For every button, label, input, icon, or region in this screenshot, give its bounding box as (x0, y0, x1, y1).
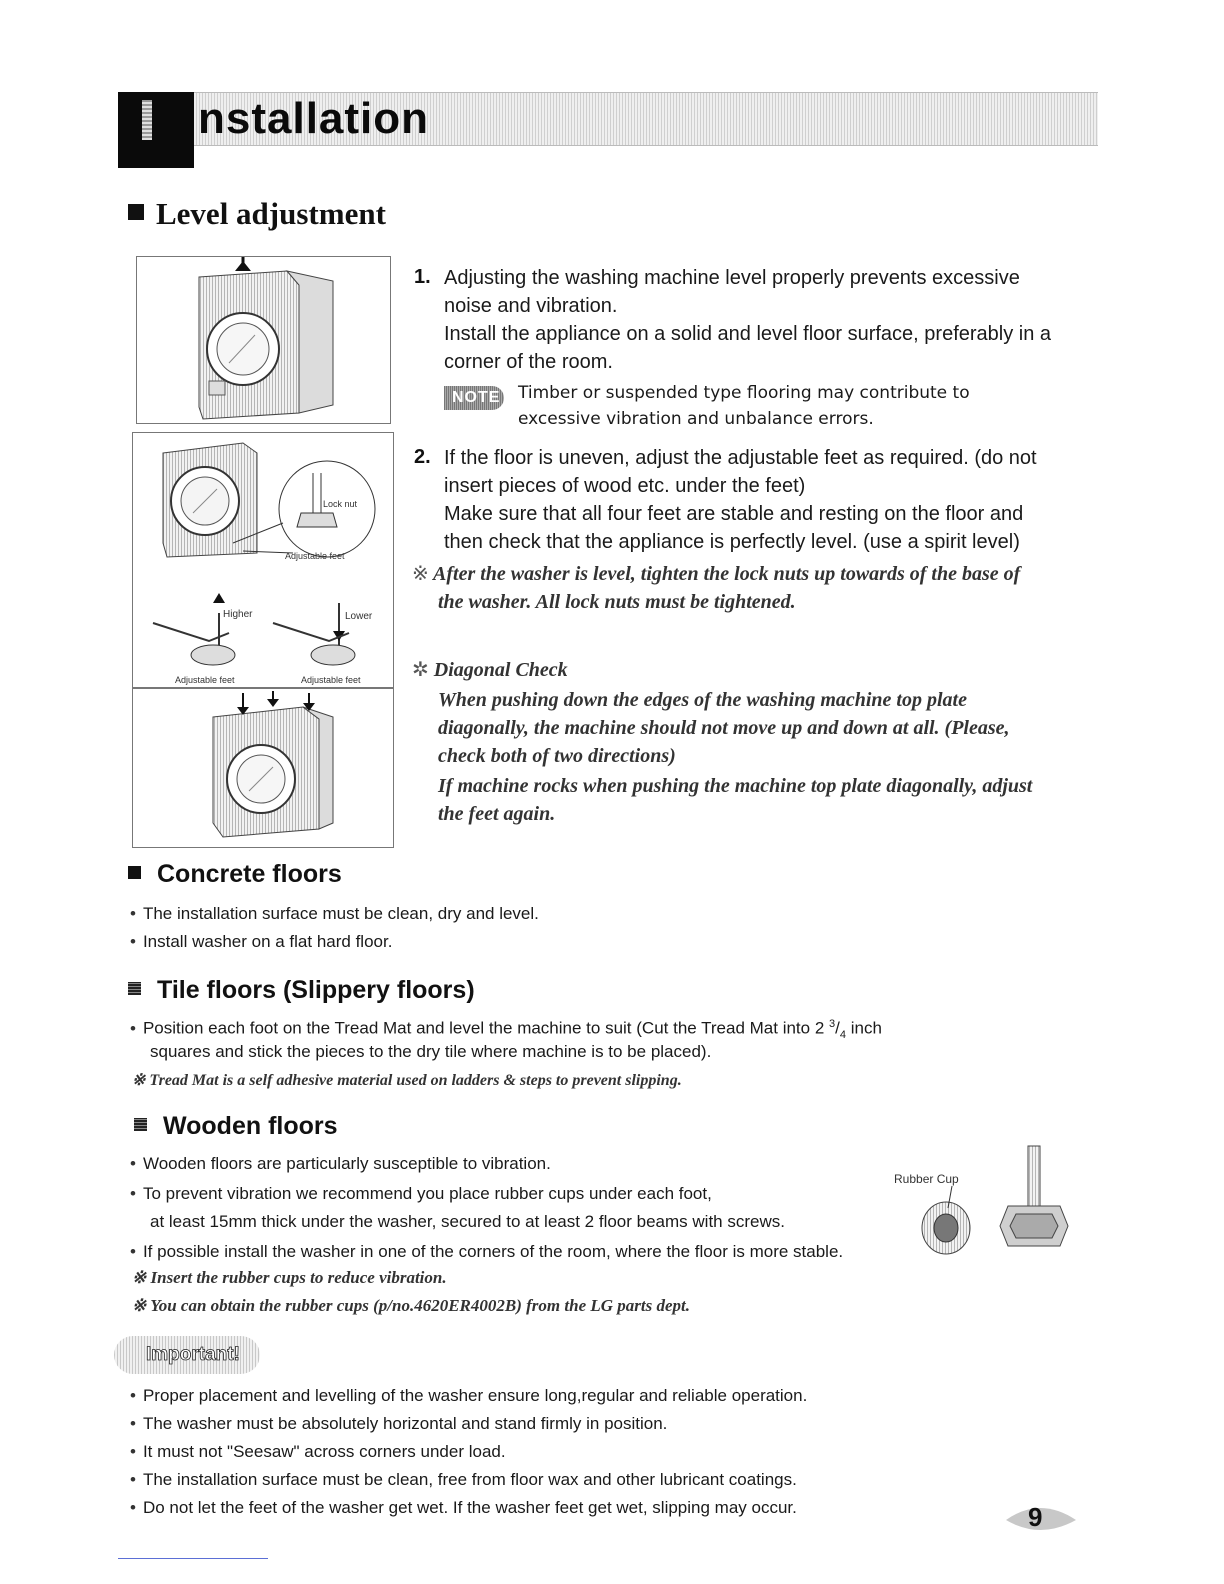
important-bullet-2: • The washer must be absolutely horizontal and stand firmly in position. (130, 1410, 667, 1438)
figure-washer-front (136, 256, 391, 424)
note-badge: NOTE (444, 386, 504, 410)
tile-note: ※ Tread Mat is a self adhesive material used on ladders & steps to prevent slipping. (132, 1072, 682, 1089)
concrete-floors-heading: Concrete floors (128, 860, 342, 889)
item-1-number: 1. (414, 266, 431, 288)
adjustable-feet-label-right: Adjustable feet (301, 675, 361, 685)
diagonal-line-1: When pushing down the edges of the washing machine top plate (438, 689, 967, 711)
wooden-bullet-1: • Wooden floors are particularly susceptible to vibration. (130, 1150, 551, 1178)
note-line-2: excessive vibration and unbalance errors. (518, 409, 874, 429)
page-number: 9 (1028, 1502, 1043, 1532)
figure-diagonal-check (132, 688, 394, 848)
item-2-number: 2. (414, 446, 431, 468)
diagonal-line-5: the feet again. (438, 803, 556, 825)
wooden-bullet-2-cont: at least 15mm thick under the washer, secured to at least 2 floor beams with screws. (150, 1212, 785, 1231)
concrete-bullet-1: • The installation surface must be clean, dry and level. (130, 900, 539, 928)
figure-adjustable-feet (132, 432, 394, 688)
wooden-bullet-3: • If possible install the washer in one of the corners of the room, where the floor is more stable. (130, 1238, 843, 1266)
important-bullet-1: • Proper placement and levelling of the washer ensure long,regular and reliable operation. (130, 1382, 807, 1410)
diagonal-line-4: If machine rocks when pushing the machine top plate diagonally, adjust (438, 775, 1033, 797)
star-mark-icon: ✲ (412, 659, 429, 681)
page-title: nstallation (198, 94, 430, 143)
important-bullet-5: • Do not let the feet of the washer get wet. If the washer feet get wet, slipping may occur. (130, 1494, 797, 1522)
reference-mark-icon: ※ (412, 563, 429, 585)
item-2-line-1: If the floor is uneven, adjust the adjustable feet as required. (do not (444, 447, 1037, 469)
header-initial-block (118, 92, 194, 168)
item-1-line-2: noise and vibration. (444, 295, 618, 317)
bullet-square-icon (134, 1118, 147, 1131)
lower-label: Lower (345, 611, 373, 622)
tile-floors-heading: Tile floors (Slippery floors) (128, 976, 475, 1005)
item-1-line-3: Install the appliance on a solid and level floor surface, preferably in a (444, 323, 1052, 345)
washer-front-illustration (137, 257, 392, 425)
adjustable-feet-label-top: Adjustable feet (285, 551, 345, 561)
bullet-square-icon (128, 982, 141, 995)
footer-rule (118, 1558, 268, 1559)
wooden-floors-heading: Wooden floors (134, 1112, 338, 1141)
lock-nut-note-line-1: ※ After the washer is level, tighten the lock nuts up towards of the base of (412, 563, 1021, 585)
important-badge-text: Important! (146, 1344, 240, 1365)
item-1-line-1: Adjusting the washing machine level properly prevents excessive (444, 267, 1020, 289)
tile-bullet-1: • Position each foot on the Tread Mat and level the machine to suit (Cut the Tread Mat into 2 $^3/_4$ inch (130, 1010, 882, 1049)
item-2-line-2: insert pieces of wood etc. under the feet) (444, 475, 806, 497)
wooden-bullet-2: • To prevent vibration we recommend you place rubber cups under each foot, (130, 1180, 712, 1208)
item-1-line-4: corner of the room. (444, 351, 613, 373)
header-initial-letter (142, 100, 152, 140)
important-bullet-3: • It must not "Seesaw" across corners under load. (130, 1438, 506, 1466)
diagonal-line-2: diagonally, the machine should not move up and down at all. (Please, (438, 717, 1010, 739)
lock-nut-label: Lock nut (323, 499, 358, 509)
item-2-line-3: Make sure that all four feet are stable and resting on the floor and (444, 503, 1024, 525)
bullet-square-icon (128, 204, 144, 220)
adjustable-feet-label-left: Adjustable feet (175, 675, 235, 685)
adjustable-feet-illustration (133, 433, 395, 689)
level-adjustment-heading (128, 196, 386, 232)
diagonal-line-3: check both of two directions) (438, 745, 676, 767)
lock-nut-note-line-2: the washer. All lock nuts must be tightened. (438, 591, 796, 613)
higher-label: Higher (223, 609, 253, 620)
rubber-cup-label: Rubber Cup (894, 1172, 959, 1186)
rubber-cup-illustration (912, 1140, 1082, 1270)
wooden-note-2: ※ You can obtain the rubber cups (p/no.4620ER4002B) from the LG parts dept. (132, 1296, 691, 1315)
diagonal-check-title: ✲ Diagonal Check (412, 659, 568, 681)
important-bullet-4: • The installation surface must be clean, free from floor wax and other lubricant coatings. (130, 1466, 797, 1494)
wooden-note-1: ※ Insert the rubber cups to reduce vibration. (132, 1268, 447, 1287)
diagonal-check-illustration (133, 689, 395, 849)
tile-bullet-1-cont: squares and stick the pieces to the dry tile where machine is to be placed). (150, 1042, 712, 1061)
level-adjustment-heading-text: Level adjustment (156, 196, 386, 231)
note-line-1: Timber or suspended type flooring may contribute to (518, 383, 970, 403)
concrete-bullet-2: • Install washer on a flat hard floor. (130, 928, 392, 956)
item-2-line-4: then check that the appliance is perfectly level. (use a spirit level) (444, 531, 1020, 553)
bullet-square-icon (128, 866, 141, 879)
